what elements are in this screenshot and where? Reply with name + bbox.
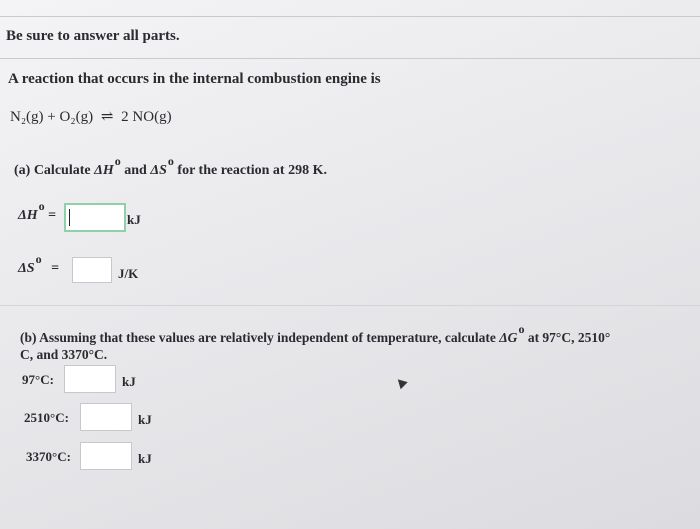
part-a-question [14,154,327,179]
delta-h-unit: kJ [127,212,141,227]
part-a-suffix: for the reaction at 298 K. [173,163,327,178]
part-a-prefix: (a) Calculate [14,163,95,178]
delta-h-label: ΔHo = [18,199,57,223]
temp-97-label: 97°C: [22,372,54,387]
reaction-equation [10,107,172,126]
temp-2510-label: 2510°C: [24,410,69,425]
delta-g-97-input[interactable] [64,365,116,393]
degree-mark: o [114,154,121,168]
section-divider [0,305,700,306]
delta-h-symbol: ΔH [94,163,114,178]
delta-h-input[interactable] [64,203,126,232]
equation-products: 2 NO(g) [121,109,172,125]
part-b-question-line2: C, and 3370°C. [20,347,108,362]
degree-mark: o [167,154,174,168]
top-divider [0,16,700,17]
degree-mark: o [518,322,525,336]
mouse-pointer-icon [394,376,407,389]
delta-g-3370-unit: kJ [138,451,152,466]
temp-3370-label: 3370°C: [26,449,71,464]
part-b-question-line1: (b) Assuming that these values are relatively independent of temperature, calculate ΔGo at 97°C, 2510° [20,322,611,345]
delta-s-input[interactable] [72,257,112,283]
delta-g-3370-input[interactable] [80,442,132,470]
text-caret [69,209,70,226]
delta-s-symbol: ΔS [150,163,167,178]
delta-s-unit: J/K [118,266,139,281]
delta-g-symbol: ΔG [499,330,518,345]
section-divider [0,58,700,59]
equilibrium-arrow-icon: ⇌ [100,109,114,125]
degree-mark: o [38,199,45,213]
equation-reactants: N₂(g) + O₂(g) [10,109,94,125]
instruction-text: Be sure to answer all parts. [6,28,180,44]
degree-mark: o [35,252,42,266]
part-a-mid: and [120,163,151,178]
intro-text: A reaction that occurs in the internal combustion engine is [8,71,381,87]
delta-g-2510-unit: kJ [138,412,152,427]
delta-g-97-unit: kJ [122,374,136,389]
delta-g-2510-input[interactable] [80,403,132,431]
equals-sign: = [48,208,57,223]
delta-s-label: ΔSo = [18,252,60,276]
equals-sign: = [51,261,60,276]
